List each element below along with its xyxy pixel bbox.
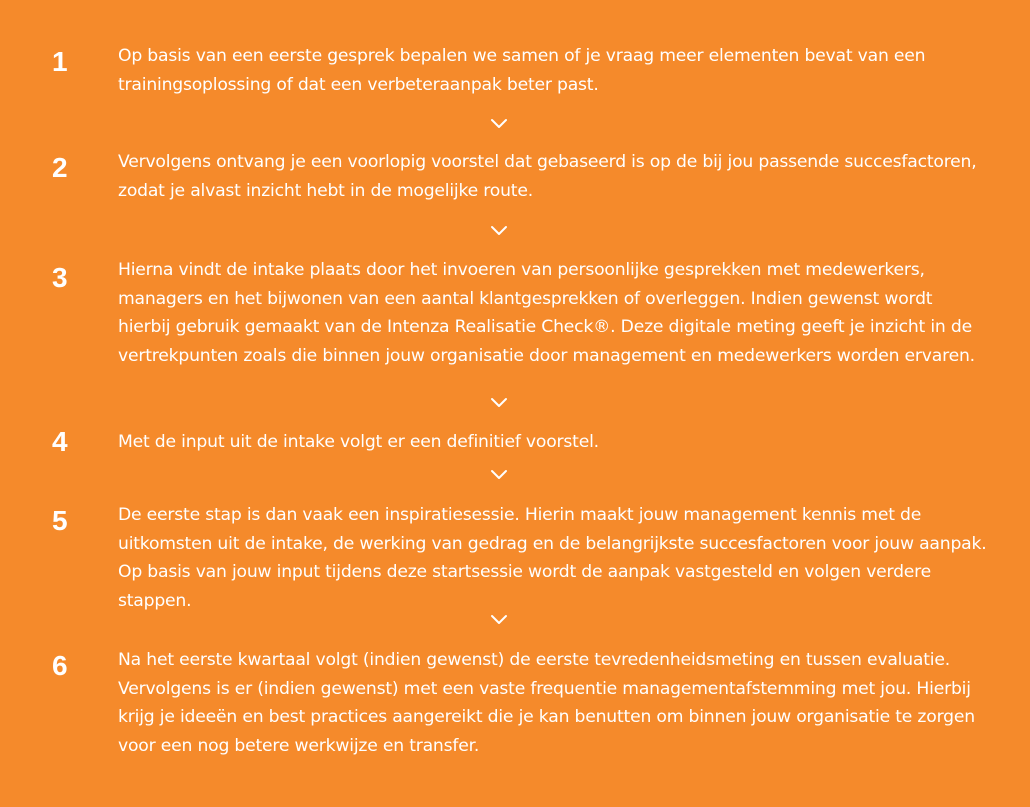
step-text: De eerste stap is dan vaak een inspiratiesessie. Hierin maakt jouw management kennis met de uitkomsten uit de intake, de werking van gedrag en de belangrijkste succesfactoren voor jouw aanpak. Op basis van jouw input tijdens deze startsessie wordt de aanpak vastgesteld en volgen verdere stappen. (118, 505, 987, 611)
step-text: Met de input uit de intake volgt er een definitief voorstel. (118, 432, 599, 452)
step-number: 4 (52, 426, 68, 457)
step-number: 1 (52, 46, 68, 77)
step-text: Na het eerste kwartaal volgt (indien gewenst) de eerste tevredenheidsmeting en tussen evaluatie. Vervolgens is er (indien gewenst) met een vaste frequentie managementafstemming met jou. Hierbij krijg je ideeën en best practices aangereikt die je kan benutten om binnen jouw organisatie te zorgen voor een nog betere werkwijze en transfer. (118, 650, 975, 756)
step-number: 5 (52, 505, 68, 536)
chevron-down-icon (490, 469, 508, 480)
chevron-down-icon (490, 614, 508, 625)
step-text: Hierna vindt de intake plaats door het invoeren van persoonlijke gesprekken met medewerkers, managers en het bijwonen van een aantal klantgesprekken of overleggen. Indien gewenst wordt hierbij gebruik gemaakt van de Intenza Realisatie Check®. Deze digitale meting geeft je inzicht in de vertrekpunten zoals die binnen jouw organisatie door management en medewerkers worden ervaren. (118, 260, 975, 366)
step-number: 6 (52, 650, 68, 681)
step-number: 2 (52, 152, 68, 183)
chevron-down-icon (490, 397, 508, 408)
step-text: Vervolgens ontvang je een voorlopig voorstel dat gebaseerd is op de bij jou passende succesfactoren, zodat je alvast inzicht hebt in de mogelijke route. (118, 152, 977, 201)
chevron-down-icon (490, 118, 508, 129)
step-number: 3 (52, 262, 68, 293)
chevron-down-icon (490, 225, 508, 236)
step-text: Op basis van een eerste gesprek bepalen we samen of je vraag meer elementen bevat van een trainingsoplossing of dat een verbeteraanpak beter past. (118, 46, 926, 95)
